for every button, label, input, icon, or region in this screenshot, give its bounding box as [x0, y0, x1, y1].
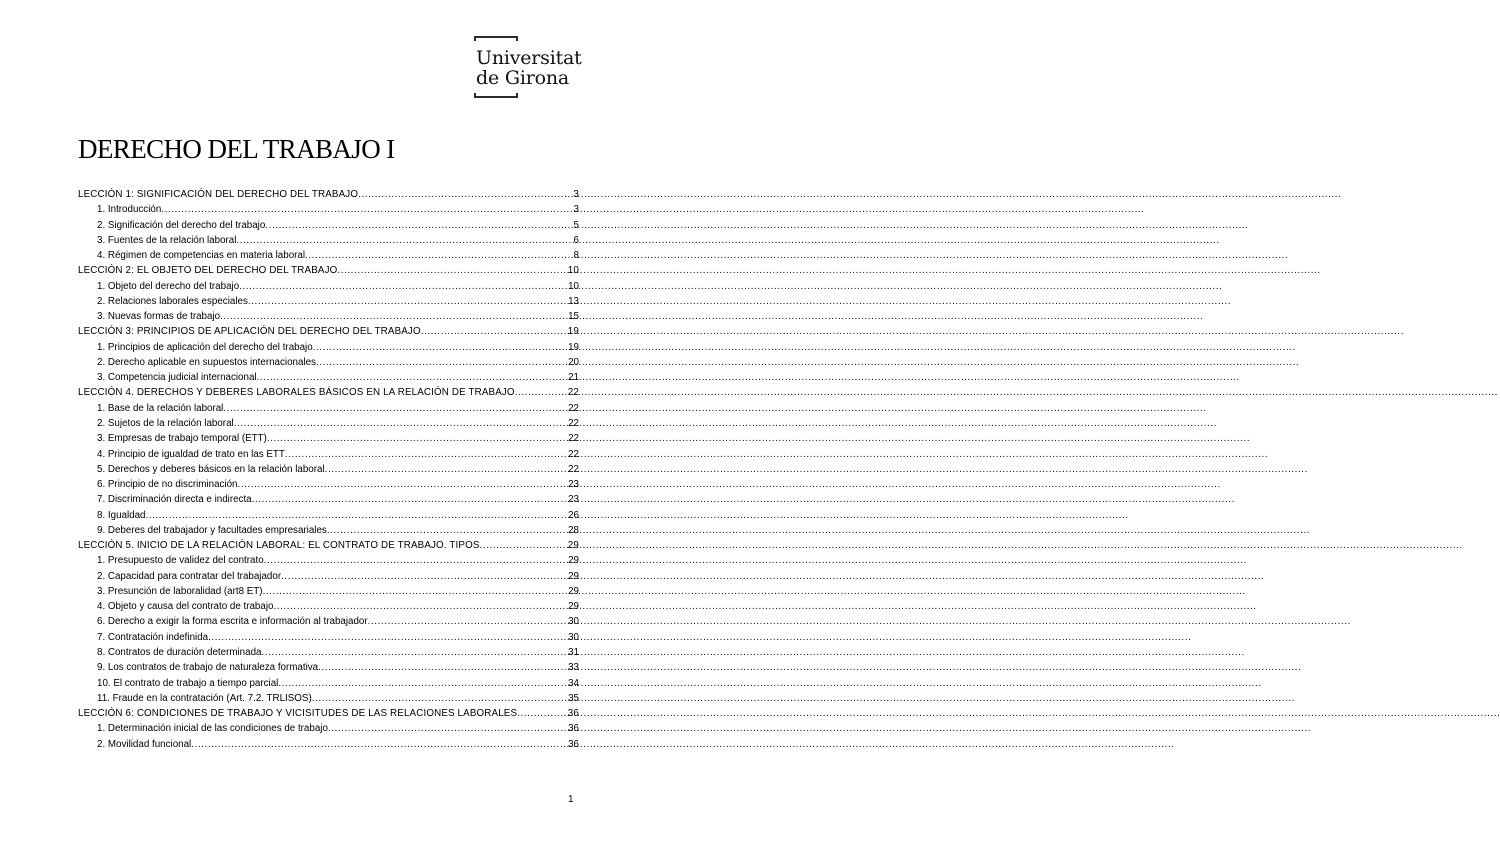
toc-dot-leader	[238, 477, 569, 492]
toc-entry-label: 7. Contratación indefinida	[97, 631, 209, 643]
toc-entry-page: 29	[568, 555, 579, 567]
table-of-contents	[78, 187, 579, 752]
toc-section-entry[interactable]	[78, 691, 579, 706]
toc-dot-leader	[480, 538, 568, 553]
toc-section-entry[interactable]	[78, 248, 579, 263]
toc-section-entry[interactable]	[78, 401, 579, 416]
toc-entry-page: 20	[568, 356, 579, 368]
toc-entry-label: 3. Competencia judicial internacional	[97, 372, 257, 384]
toc-entry-page: 10	[568, 280, 579, 292]
toc-entry-label: 4. Objeto y causa del contrato de trabajo	[97, 601, 274, 613]
toc-entry-label: 3. Empresas de trabajo temporal (ETT)	[97, 433, 267, 445]
toc-entry-label: 1. Introducción	[97, 204, 162, 216]
toc-entry-page: 36	[568, 723, 579, 735]
toc-dot-leader	[208, 630, 568, 645]
toc-entry-label: 2. Significación del derecho del trabajo	[97, 219, 266, 231]
toc-entry-page: 15	[568, 311, 579, 323]
toc-entry-page: 26	[568, 509, 579, 521]
toc-entry-label: 1. Determinación inicial de las condiciones de trabajo	[97, 723, 328, 735]
toc-dot-leader	[285, 447, 568, 462]
toc-chapter-entry[interactable]	[78, 385, 579, 400]
logo-line-1: Universitat	[476, 47, 582, 69]
toc-entry-label: LECCIÓN 6: CONDICIONES DE TRABAJO Y VICISITUDES DE LAS RELACIONES LABORALES	[78, 708, 518, 720]
toc-section-entry[interactable]	[78, 630, 579, 645]
toc-entry-label: 8. Contratos de duración determinada	[97, 646, 262, 658]
toc-entry-page: 29	[568, 601, 579, 613]
toc-entry-label: 4. Principio de igualdad de trato en las ETT	[97, 448, 285, 460]
toc-entry-page: 19	[567, 326, 579, 338]
toc-entry-label: 2. Relaciones laborales especiales	[97, 295, 248, 307]
toc-entry-label: 1. Objeto del derecho del trabajo	[97, 280, 240, 292]
toc-dot-leader	[316, 355, 568, 370]
document-title: DERECHO DEL TRABAJO I	[78, 134, 395, 164]
toc-entry-label: 1. Presupuesto de validez del contrato	[97, 555, 264, 567]
toc-dot-leader	[252, 492, 568, 507]
toc-section-entry[interactable]	[78, 309, 579, 324]
toc-entry-label: 1. Base de la relación laboral	[97, 402, 224, 414]
toc-dot-leader	[278, 676, 568, 691]
toc-section-entry[interactable]	[78, 294, 579, 309]
toc-section-entry[interactable]	[78, 447, 579, 462]
toc-dot-leader	[318, 660, 568, 675]
toc-entry-label: 6. Derecho a exigir la forma escrita e información al trabajador	[97, 616, 368, 628]
toc-entry-label: 3. Presunción de laboralidad (art8 ET)	[97, 585, 263, 597]
toc-entry-label: 10. El contrato de trabajo a tiempo parcial	[97, 677, 279, 689]
toc-entry-page: 36	[568, 738, 579, 750]
toc-entry-page: 23	[568, 479, 579, 491]
toc-entry-label: 9. Deberes del trabajador y facultades empresariales	[97, 524, 327, 536]
toc-dot-leader	[145, 508, 568, 523]
toc-dot-leader	[239, 279, 568, 294]
toc-entry-label: 3. Nuevas formas de trabajo	[97, 311, 221, 323]
toc-section-entry[interactable]	[78, 721, 579, 736]
toc-entry-page: 33	[568, 662, 579, 674]
toc-entry-page: 22	[568, 433, 579, 445]
toc-entry-page: 3	[573, 204, 579, 216]
toc-entry-page: 35	[568, 692, 579, 704]
toc-section-entry[interactable]	[78, 508, 579, 523]
toc-dot-leader	[161, 202, 573, 217]
toc-entry-label: 2. Movilidad funcional	[97, 738, 192, 750]
toc-section-entry[interactable]	[78, 462, 579, 477]
toc-section-entry[interactable]	[78, 599, 579, 614]
toc-entry-label: LECCIÓN 2: EL OBJETO DEL DERECHO DEL TRABAJO	[78, 265, 338, 277]
toc-dot-leader	[281, 569, 568, 584]
toc-entry-page: 36	[567, 708, 579, 720]
toc-entry-label: 7. Discriminación directa e indirecta	[97, 494, 252, 506]
toc-entry-page: 6	[573, 234, 579, 246]
toc-entry-page: 29	[568, 570, 579, 582]
toc-section-entry[interactable]	[78, 233, 579, 248]
toc-entry-page: 19	[568, 341, 579, 353]
toc-entry-label: 2. Sujetos de la relación laboral	[97, 417, 234, 429]
toc-section-entry[interactable]	[78, 660, 579, 675]
toc-dot-leader	[328, 721, 568, 736]
toc-entry-page: 28	[568, 524, 579, 536]
toc-dot-leader	[264, 553, 568, 568]
toc-dot-leader	[313, 340, 568, 355]
toc-dot-leader	[265, 218, 573, 233]
toc-dot-leader	[327, 523, 568, 538]
toc-dot-leader	[257, 370, 569, 385]
toc-dot-leader	[234, 416, 568, 431]
toc-entry-page: 22	[567, 387, 579, 399]
toc-entry-page: 29	[567, 540, 579, 552]
toc-section-entry[interactable]	[78, 584, 579, 599]
toc-dot-leader	[267, 431, 568, 446]
toc-chapter-entry[interactable]	[78, 263, 579, 278]
toc-entry-label: LECCIÓN 1: SIGNIFICACIÓN DEL DERECHO DEL TRABAJO	[78, 189, 359, 200]
logo-bottom-bracket-icon	[474, 92, 518, 98]
toc-section-entry[interactable]	[78, 355, 579, 370]
toc-entry-page: 31	[568, 646, 579, 658]
toc-entry-label: LECCIÓN 4. DERECHOS Y DEBERES LABORALES BÁSICOS EN LA RELACIÓN DE TRABAJO	[78, 387, 515, 399]
toc-entry-label: 5. Derechos y deberes básicos en la relación laboral	[97, 463, 325, 475]
toc-section-entry[interactable]	[78, 279, 579, 294]
toc-section-entry[interactable]	[78, 218, 579, 233]
toc-section-entry[interactable]	[78, 492, 579, 507]
toc-dot-leader	[368, 614, 568, 629]
toc-entry-label: LECCIÓN 5. INICIO DE LA RELACIÓN LABORAL: EL CONTRATO DE TRABAJO. TIPOS	[78, 540, 480, 552]
toc-chapter-entry[interactable]	[78, 324, 579, 339]
toc-dot-leader	[273, 599, 568, 614]
toc-entry-page: 22	[568, 463, 579, 475]
toc-entry-page: 30	[568, 616, 579, 628]
toc-entry-page: 22	[568, 448, 579, 460]
toc-entry-page: 23	[568, 494, 579, 506]
toc-section-entry[interactable]	[78, 523, 579, 538]
toc-entry-page: 13	[568, 295, 579, 307]
toc-dot-leader	[515, 385, 568, 400]
toc-dot-leader	[312, 691, 568, 706]
toc-entry-page: 30	[568, 631, 579, 643]
logo-line-2: de Girona	[476, 67, 569, 89]
toc-dot-leader	[236, 233, 573, 248]
logo-wordmark	[476, 48, 582, 88]
toc-section-entry[interactable]	[78, 553, 579, 568]
toc-entry-page: 22	[568, 402, 579, 414]
toc-section-entry[interactable]	[78, 477, 579, 492]
toc-dot-leader	[223, 401, 568, 416]
toc-section-entry[interactable]	[78, 431, 579, 446]
toc-entry-page: 3	[573, 189, 579, 200]
toc-entry-page: 5	[573, 219, 579, 231]
toc-entry-page: 21	[568, 372, 579, 384]
toc-entry-label: 9. Los contratos de trabajo de naturaleza formativa	[97, 662, 319, 674]
toc-entry-label: 4. Régimen de competencias en materia laboral	[97, 250, 306, 262]
toc-section-entry[interactable]	[78, 645, 579, 660]
toc-dot-leader	[261, 645, 568, 660]
toc-section-entry[interactable]	[78, 569, 579, 584]
toc-entry-label: 6. Principio de no discriminación	[97, 479, 238, 491]
page-number: 1	[568, 794, 574, 805]
toc-entry-page: 10	[567, 265, 579, 277]
toc-entry-page: 34	[568, 677, 579, 689]
toc-dot-leader	[220, 309, 568, 324]
toc-section-entry[interactable]	[78, 370, 579, 385]
logo-top-bracket-icon	[474, 36, 518, 42]
toc-section-entry[interactable]	[78, 416, 579, 431]
toc-dot-leader	[337, 263, 567, 278]
toc-section-entry[interactable]	[78, 614, 579, 629]
toc-chapter-entry[interactable]	[78, 706, 579, 721]
toc-dot-leader	[248, 294, 568, 309]
toc-section-entry[interactable]	[78, 202, 579, 217]
toc-dot-leader	[325, 462, 568, 477]
toc-entry-label: 2. Capacidad para contratar del trabajador	[97, 570, 282, 582]
toc-entry-label: LECCIÓN 3: PRINCIPIOS DE APLICACIÓN DEL DERECHO DEL TRABAJO	[78, 326, 421, 338]
toc-section-entry[interactable]	[78, 737, 579, 752]
toc-section-entry[interactable]	[78, 676, 579, 691]
toc-chapter-entry[interactable]	[78, 538, 579, 553]
toc-section-entry[interactable]	[78, 340, 579, 355]
toc-dot-leader	[263, 584, 569, 599]
university-logo	[472, 36, 582, 100]
toc-entry-label: 11. Fraude en la contratación (Art. 7.2. TRLISOS)	[97, 692, 312, 704]
toc-entry-page: 29	[568, 585, 579, 597]
toc-dot-leader	[191, 737, 568, 752]
toc-entry-label: 3. Fuentes de la relación laboral	[97, 234, 237, 246]
toc-dot-leader	[421, 324, 568, 339]
toc-entry-label: 1. Principios de aplicación del derecho del trabajo	[97, 341, 313, 353]
toc-dot-leader	[358, 187, 573, 202]
toc-chapter-entry[interactable]	[78, 187, 579, 202]
toc-entry-label: 8. Igualdad	[97, 509, 146, 521]
toc-entry-label: 2. Derecho aplicable en supuestos internacionales	[97, 356, 316, 368]
toc-dot-leader	[517, 706, 568, 721]
toc-entry-page: 8	[573, 250, 579, 262]
toc-entry-page: 22	[568, 417, 579, 429]
toc-dot-leader	[305, 248, 574, 263]
